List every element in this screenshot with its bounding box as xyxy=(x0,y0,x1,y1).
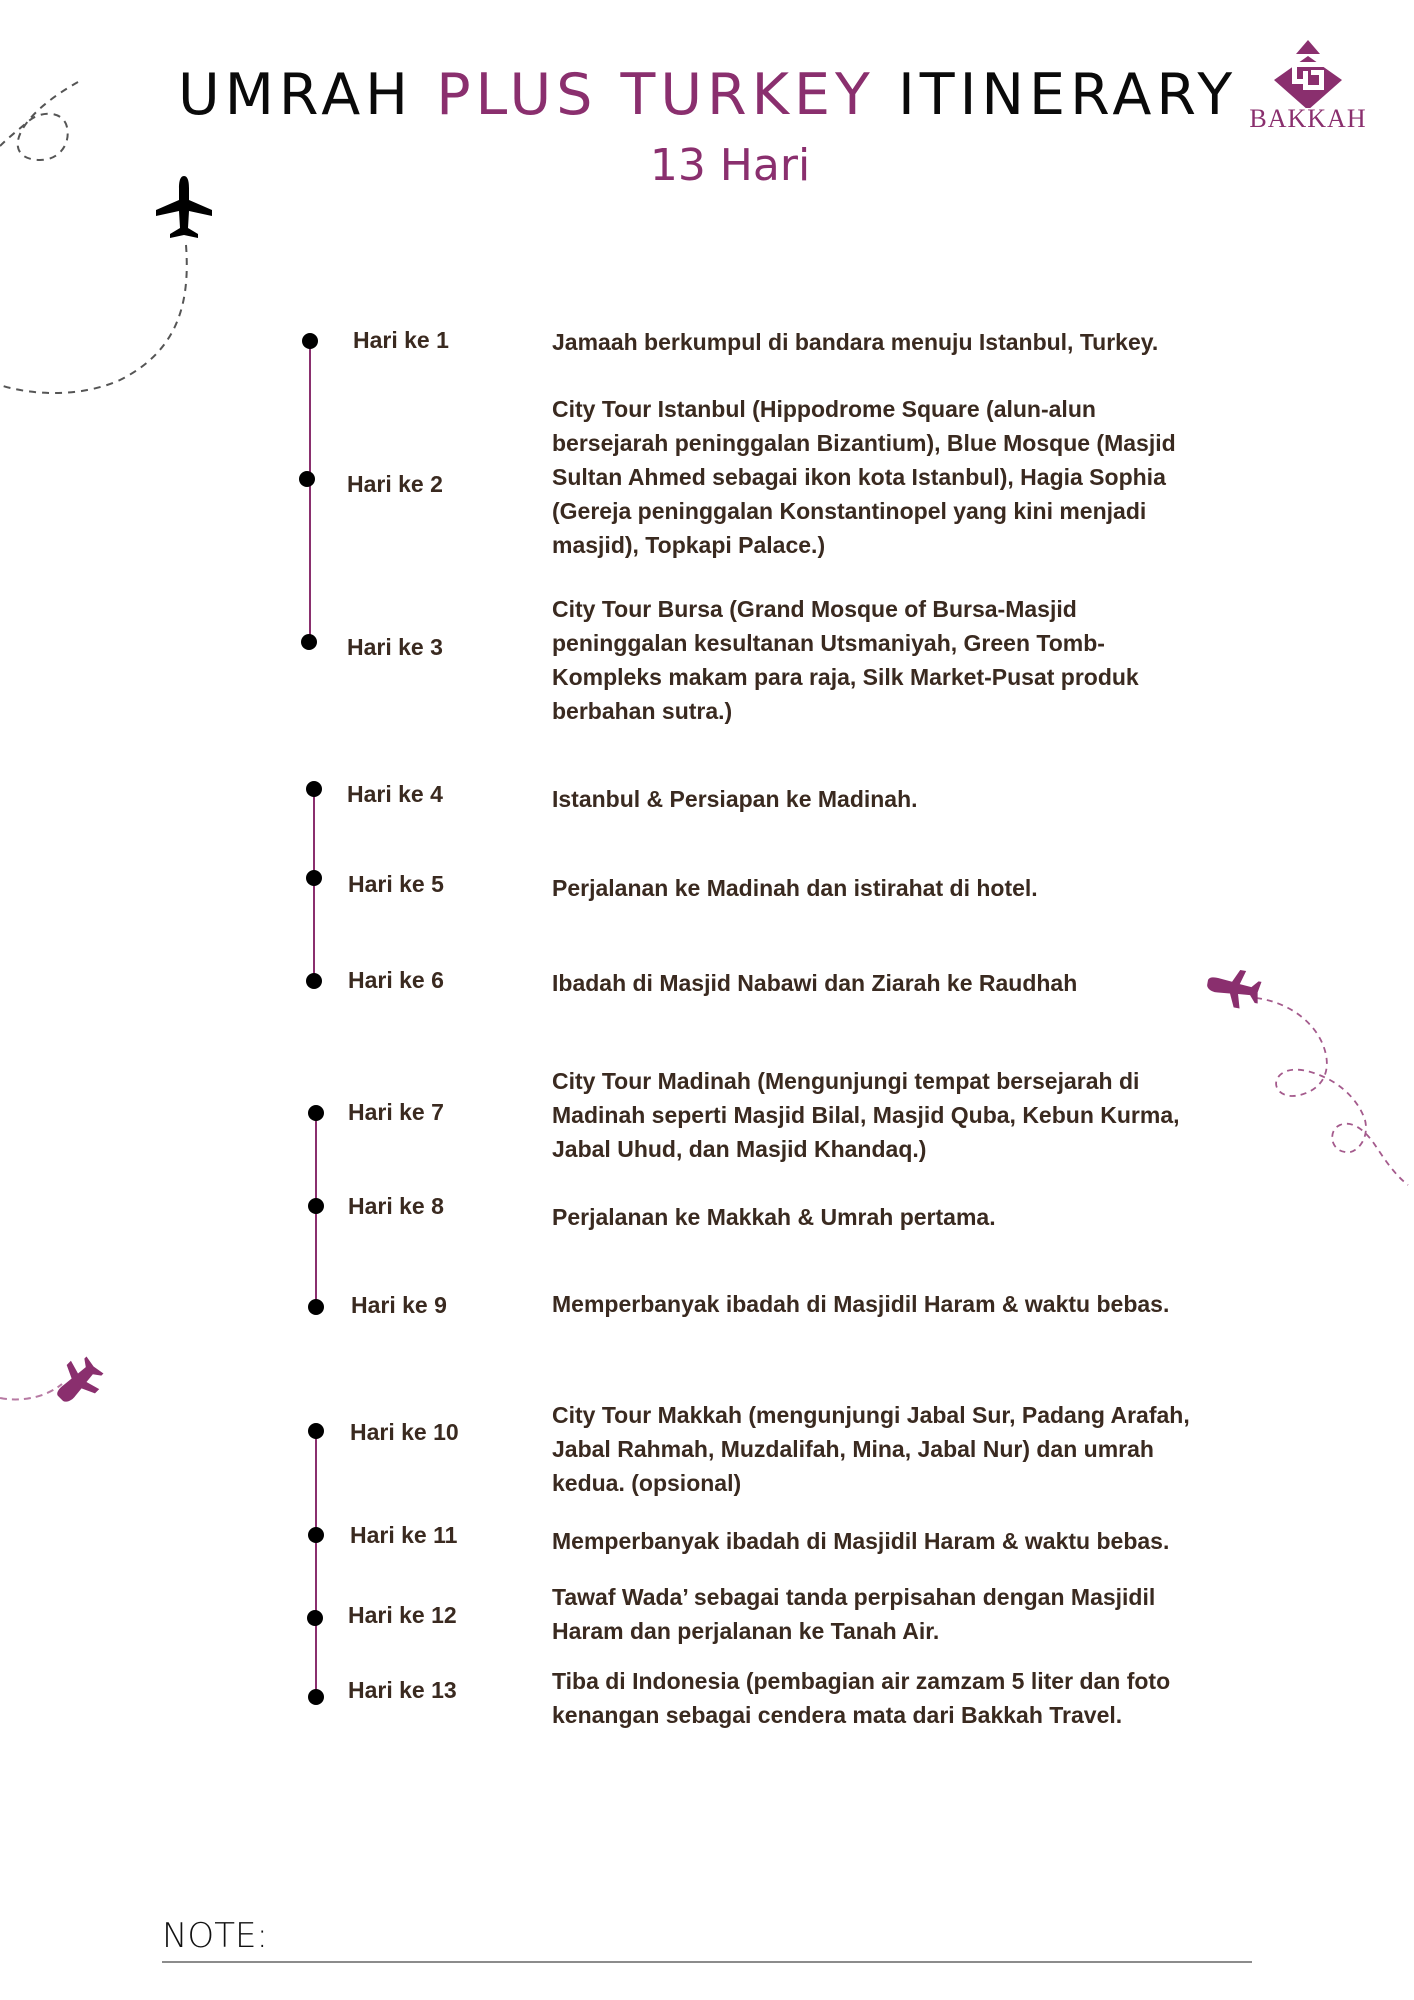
day-label: Hari ke 6 xyxy=(348,967,444,993)
timeline-dot xyxy=(302,333,318,349)
logo-wordmark: BAKKAH xyxy=(1249,104,1367,133)
title-part-itinerary: ITINERARY xyxy=(897,62,1238,128)
timeline-line-group-4 xyxy=(315,1431,317,1697)
page-subtitle: 13 Hari xyxy=(649,140,811,191)
day-description: City Tour Makkah (mengunjungi Jabal Sur, Padang Arafah, Jabal Rahmah, Muzdalifah, Mina, Jabal Nur) dan umrah kedua. (opsional) xyxy=(552,1402,1190,1496)
day-label: Hari ke 1 xyxy=(353,327,449,353)
day-description: City Tour Madinah (Mengunjungi tempat bersejarah di Madinah seperti Masjid Bilal, Masjid Quba, Kebun Kurma, Jabal Uhud, dan Masjid Khandaq.) xyxy=(552,1068,1180,1162)
day-description: Perjalanan ke Madinah dan istirahat di hotel. xyxy=(552,875,1038,901)
timeline-dot xyxy=(306,781,322,797)
title-part-plus-turkey: PLUS TURKEY xyxy=(436,62,875,128)
day-description: City Tour Istanbul (Hippodrome Square (alun-alun bersejarah peninggalan Bizantium), Blue Mosque (Masjid Sultan Ahmed sebagai ikon kota Istanbul), Hagia Sophia (Gereja peninggalan Konstantinopel yang kini menjadi masjid), Topkapi Palace.) xyxy=(552,396,1176,558)
timeline-dot xyxy=(308,1689,324,1705)
timeline-dot xyxy=(308,1299,324,1315)
day-description: Tawaf Wada’ sebagai tanda perpisahan dengan Masjidil Haram dan perjalanan ke Tanah Air. xyxy=(552,1584,1156,1644)
timeline-dot xyxy=(306,870,322,886)
day-label: Hari ke 12 xyxy=(348,1602,457,1628)
day-label: Hari ke 2 xyxy=(347,471,443,497)
bakkah-diamond-logo-icon xyxy=(1248,38,1368,108)
timeline-dot xyxy=(307,1610,323,1626)
day-description: Perjalanan ke Makkah & Umrah pertama. xyxy=(552,1204,996,1230)
timeline-line-group-1 xyxy=(309,341,311,643)
timeline-dot xyxy=(308,1423,324,1439)
day-description: Ibadah di Masjid Nabawi dan Ziarah ke Raudhah xyxy=(552,970,1078,996)
day-description: City Tour Bursa (Grand Mosque of Bursa-Masjid peninggalan kesultanan Utsmaniyah, Green Tomb-Kompleks makam para raja, Silk Market-Pusat produk berbahan sutra.) xyxy=(552,596,1139,724)
day-description: Memperbanyak ibadah di Masjidil Haram & waktu bebas. xyxy=(552,1291,1170,1317)
day-description: Istanbul & Persiapan ke Madinah. xyxy=(552,786,918,812)
timeline-dot xyxy=(308,1105,324,1121)
page-title xyxy=(178,60,1237,130)
timeline-dot xyxy=(299,471,315,487)
airplane-icon xyxy=(1205,967,1261,1009)
timeline-dot xyxy=(308,1527,324,1543)
day-label: Hari ke 4 xyxy=(347,781,443,807)
day-label: Hari ke 11 xyxy=(350,1522,458,1548)
note-divider xyxy=(162,1961,1252,1963)
timeline-dot xyxy=(306,973,322,989)
airplane-icon xyxy=(52,1358,104,1406)
day-label: Hari ke 5 xyxy=(348,871,444,897)
title-part-umrah: UMRAH xyxy=(178,62,414,128)
timeline-dot xyxy=(301,634,317,650)
day-description: Jamaah berkumpul di bandara menuju Istanbul, Turkey. xyxy=(552,329,1159,355)
timeline-dot xyxy=(308,1198,324,1214)
day-description: Tiba di Indonesia (pembagian air zamzam 5 liter dan foto kenangan sebagai cendera mata dari Bakkah Travel. xyxy=(552,1668,1171,1728)
bakkah-logo xyxy=(1248,38,1368,138)
day-label: Hari ke 8 xyxy=(348,1193,444,1219)
day-label: Hari ke 9 xyxy=(351,1292,447,1318)
day-description: Memperbanyak ibadah di Masjidil Haram & waktu bebas. xyxy=(552,1528,1170,1554)
day-label: Hari ke 10 xyxy=(350,1419,459,1445)
day-label: Hari ke 13 xyxy=(348,1677,457,1703)
note-label: NOTE: xyxy=(162,1916,268,1956)
day-label: Hari ke 7 xyxy=(348,1099,444,1125)
day-label: Hari ke 3 xyxy=(347,634,443,660)
